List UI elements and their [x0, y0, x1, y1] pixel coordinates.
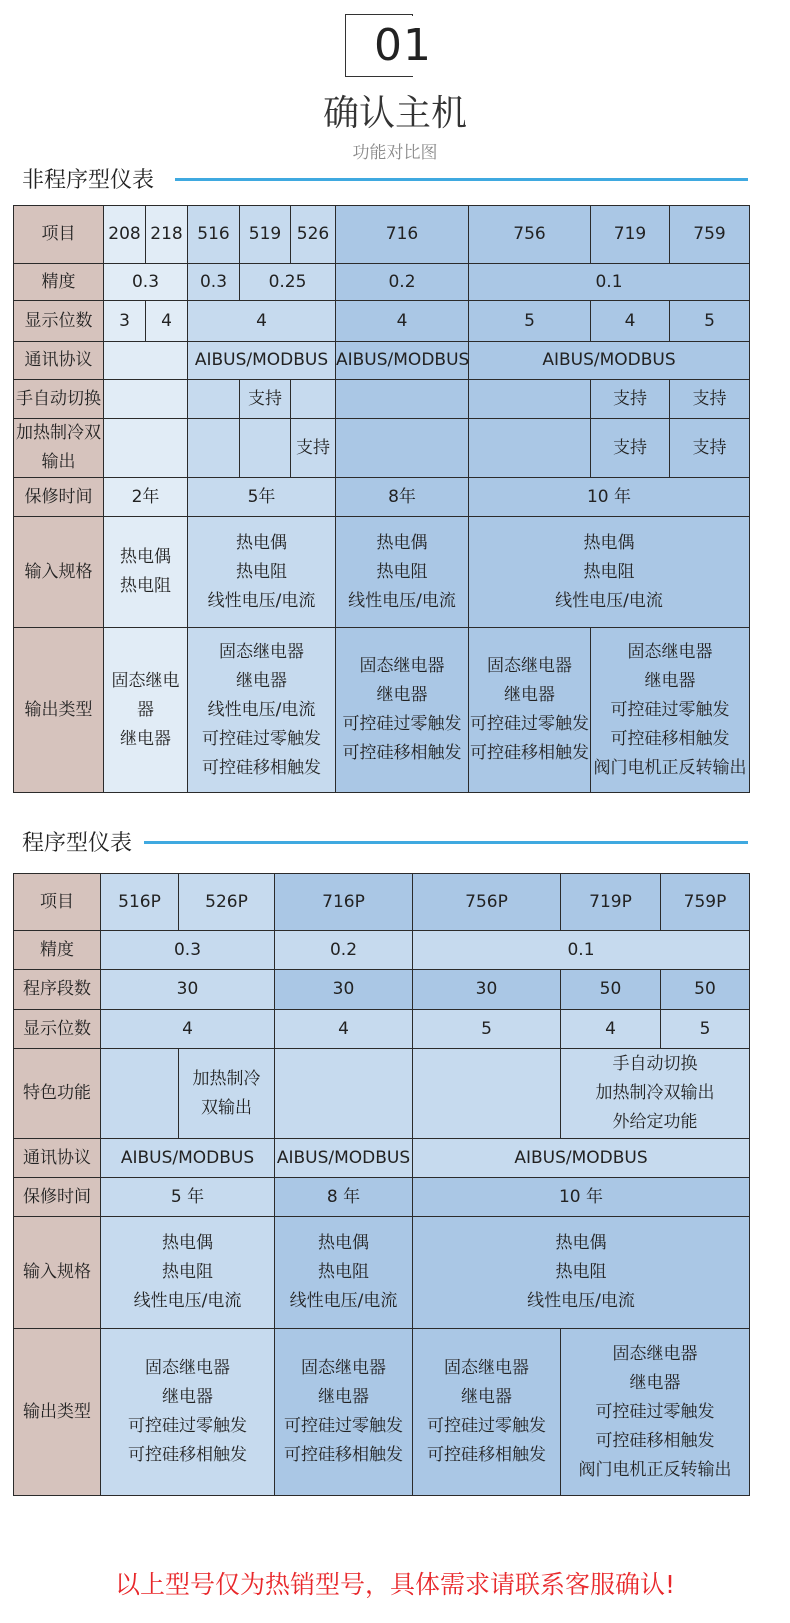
table-row [14, 628, 750, 793]
footer-note: 以上型号仅为热销型号，具体需求请联系客服确认! [114, 1570, 676, 1599]
value-cell: 10 年 [413, 1178, 750, 1217]
row-label: 精度 [14, 264, 104, 301]
value-cell: 热电偶 热电阻 线性电压/电流 [469, 517, 750, 628]
badge-number: 01 [372, 16, 434, 76]
model-cell: 516 [188, 206, 240, 264]
section2-divider [144, 841, 748, 844]
section1-title: 非程序型仪表 [22, 168, 155, 193]
model-cell: 716P [275, 874, 413, 931]
row-label: 显示位数 [14, 1010, 101, 1049]
model-cell: 218 [146, 206, 188, 264]
table-row [14, 1178, 750, 1217]
model-cell: 759 [670, 206, 750, 264]
row-label: 手自动切换 [14, 380, 104, 419]
model-cell: 526P [179, 874, 275, 931]
table-row [14, 478, 750, 517]
table-row [14, 419, 750, 478]
value-cell: 4 [561, 1010, 661, 1049]
model-cell: 519 [240, 206, 291, 264]
table-row [14, 1010, 750, 1049]
value-cell: 2年 [104, 478, 188, 517]
empty-cell [104, 380, 188, 419]
value-cell: AIBUS/MODBUS [101, 1139, 275, 1178]
row-label: 输出类型 [14, 628, 104, 793]
empty-cell [275, 1049, 413, 1139]
row-label: 项目 [14, 874, 101, 931]
empty-cell [101, 1049, 179, 1139]
value-cell: 4 [146, 301, 188, 342]
table-row [14, 517, 750, 628]
page-title: 确认主机 [322, 93, 467, 134]
value-cell: 0.3 [104, 264, 188, 301]
row-label: 加热制冷双 输出 [14, 419, 104, 478]
empty-cell [469, 380, 591, 419]
value-cell: 固态继电器 继电器 线性电压/电流 可控硅过零触发 可控硅移相触发 [188, 628, 336, 793]
model-cell: 759P [661, 874, 750, 931]
table-row [14, 1049, 750, 1139]
model-cell: 716 [336, 206, 469, 264]
table-row [14, 1329, 750, 1496]
value-cell: 8年 [336, 478, 469, 517]
empty-cell [104, 419, 188, 478]
value-cell: 固态继电器 继电器 可控硅过零触发 可控硅移相触发 [469, 628, 591, 793]
row-label: 通讯协议 [14, 1139, 101, 1178]
value-cell: 3 [104, 301, 146, 342]
value-cell: 热电偶 热电阻 线性电压/电流 [413, 1217, 750, 1329]
value-cell: AIBUS/MODBUS [469, 342, 750, 380]
value-cell: 0.2 [275, 931, 413, 970]
value-cell: AIBUS/MODBUS [336, 342, 469, 380]
value-cell: 0.1 [413, 931, 750, 970]
value-cell: 固态继电器 继电器 可控硅过零触发 可控硅移相触发 [336, 628, 469, 793]
spec-table-nonprogram [13, 205, 750, 793]
table-row [14, 931, 750, 970]
value-cell: 固态继电器 继电器 可控硅过零触发 可控硅移相触发 阀门电机正反转输出 [591, 628, 750, 793]
value-cell: 固态继电器 继电器 可控硅过零触发 可控硅移相触发 [275, 1329, 413, 1496]
empty-cell [336, 380, 469, 419]
row-label: 保修时间 [14, 478, 104, 517]
section1-divider [175, 178, 748, 181]
value-cell: 0.3 [101, 931, 275, 970]
empty-cell [469, 419, 591, 478]
value-cell: 0.25 [240, 264, 336, 301]
value-cell: 固态继电器 继电器 可控硅过零触发 可控硅移相触发 [101, 1329, 275, 1496]
empty-cell [291, 380, 336, 419]
value-cell: 支持 [591, 419, 670, 478]
row-label: 通讯协议 [14, 342, 104, 380]
value-cell: 5 [469, 301, 591, 342]
value-cell: 30 [413, 970, 561, 1010]
model-cell: 208 [104, 206, 146, 264]
value-cell: 固态继电器 继电器 可控硅过零触发 可控硅移相触发 [413, 1329, 561, 1496]
value-cell: 支持 [291, 419, 336, 478]
value-cell: 0.2 [336, 264, 469, 301]
value-cell: 加热制冷 双输出 [179, 1049, 275, 1139]
table-row [14, 264, 750, 301]
value-cell: AIBUS/MODBUS [413, 1139, 750, 1178]
value-cell: 5年 [188, 478, 336, 517]
empty-cell [413, 1049, 561, 1139]
row-label: 精度 [14, 931, 101, 970]
value-cell: 30 [275, 970, 413, 1010]
value-cell: 热电偶 热电阻 线性电压/电流 [275, 1217, 413, 1329]
value-cell: AIBUS/MODBUS [275, 1139, 413, 1178]
page-subtitle: 功能对比图 [352, 143, 438, 163]
value-cell: 5 年 [101, 1178, 275, 1217]
value-cell: 30 [101, 970, 275, 1010]
value-cell: 固态继电器 继电器 可控硅过零触发 可控硅移相触发 阀门电机正反转输出 [561, 1329, 750, 1496]
row-label: 程序段数 [14, 970, 101, 1010]
value-cell: 5 [670, 301, 750, 342]
row-label: 特色功能 [14, 1049, 101, 1139]
row-label: 保修时间 [14, 1178, 101, 1217]
value-cell: 0.3 [188, 264, 240, 301]
empty-cell [336, 419, 469, 478]
empty-cell [240, 419, 291, 478]
empty-cell [104, 342, 188, 380]
model-cell: 756P [413, 874, 561, 931]
model-cell: 526 [291, 206, 336, 264]
value-cell: 4 [591, 301, 670, 342]
table-row [14, 970, 750, 1010]
empty-cell [188, 380, 240, 419]
value-cell: 0.1 [469, 264, 750, 301]
value-cell: 50 [661, 970, 750, 1010]
value-cell: 50 [561, 970, 661, 1010]
section2-title: 程序型仪表 [22, 831, 133, 856]
value-cell: 4 [101, 1010, 275, 1049]
value-cell: 8 年 [275, 1178, 413, 1217]
model-cell: 516P [101, 874, 179, 931]
spec-table-program [13, 873, 750, 1496]
model-cell: 719 [591, 206, 670, 264]
table-row [14, 380, 750, 419]
value-cell: 4 [188, 301, 336, 342]
value-cell: 支持 [670, 380, 750, 419]
value-cell: 支持 [591, 380, 670, 419]
value-cell: 热电偶 热电阻 线性电压/电流 [188, 517, 336, 628]
value-cell: 5 [661, 1010, 750, 1049]
table-row [14, 1139, 750, 1178]
value-cell: 5 [413, 1010, 561, 1049]
value-cell: 支持 [240, 380, 291, 419]
value-cell: 热电偶 热电阻 线性电压/电流 [101, 1217, 275, 1329]
empty-cell [188, 419, 240, 478]
table-row [14, 206, 750, 264]
table-row [14, 342, 750, 380]
row-label: 显示位数 [14, 301, 104, 342]
value-cell: 热电偶 热电阻 线性电压/电流 [336, 517, 469, 628]
value-cell: AIBUS/MODBUS [188, 342, 336, 380]
row-label: 输入规格 [14, 517, 104, 628]
value-cell: 手自动切换 加热制冷双输出 外给定功能 [561, 1049, 750, 1139]
value-cell: 4 [336, 301, 469, 342]
row-label: 输入规格 [14, 1217, 101, 1329]
value-cell: 热电偶 热电阻 [104, 517, 188, 628]
value-cell: 固态继电器 继电器 [104, 628, 188, 793]
row-label: 输出类型 [14, 1329, 101, 1496]
row-label: 项目 [14, 206, 104, 264]
value-cell: 4 [275, 1010, 413, 1049]
value-cell: 10 年 [469, 478, 750, 517]
table-row [14, 301, 750, 342]
table-row [14, 1217, 750, 1329]
value-cell: 支持 [670, 419, 750, 478]
model-cell: 756 [469, 206, 591, 264]
table-row [14, 874, 750, 931]
model-cell: 719P [561, 874, 661, 931]
